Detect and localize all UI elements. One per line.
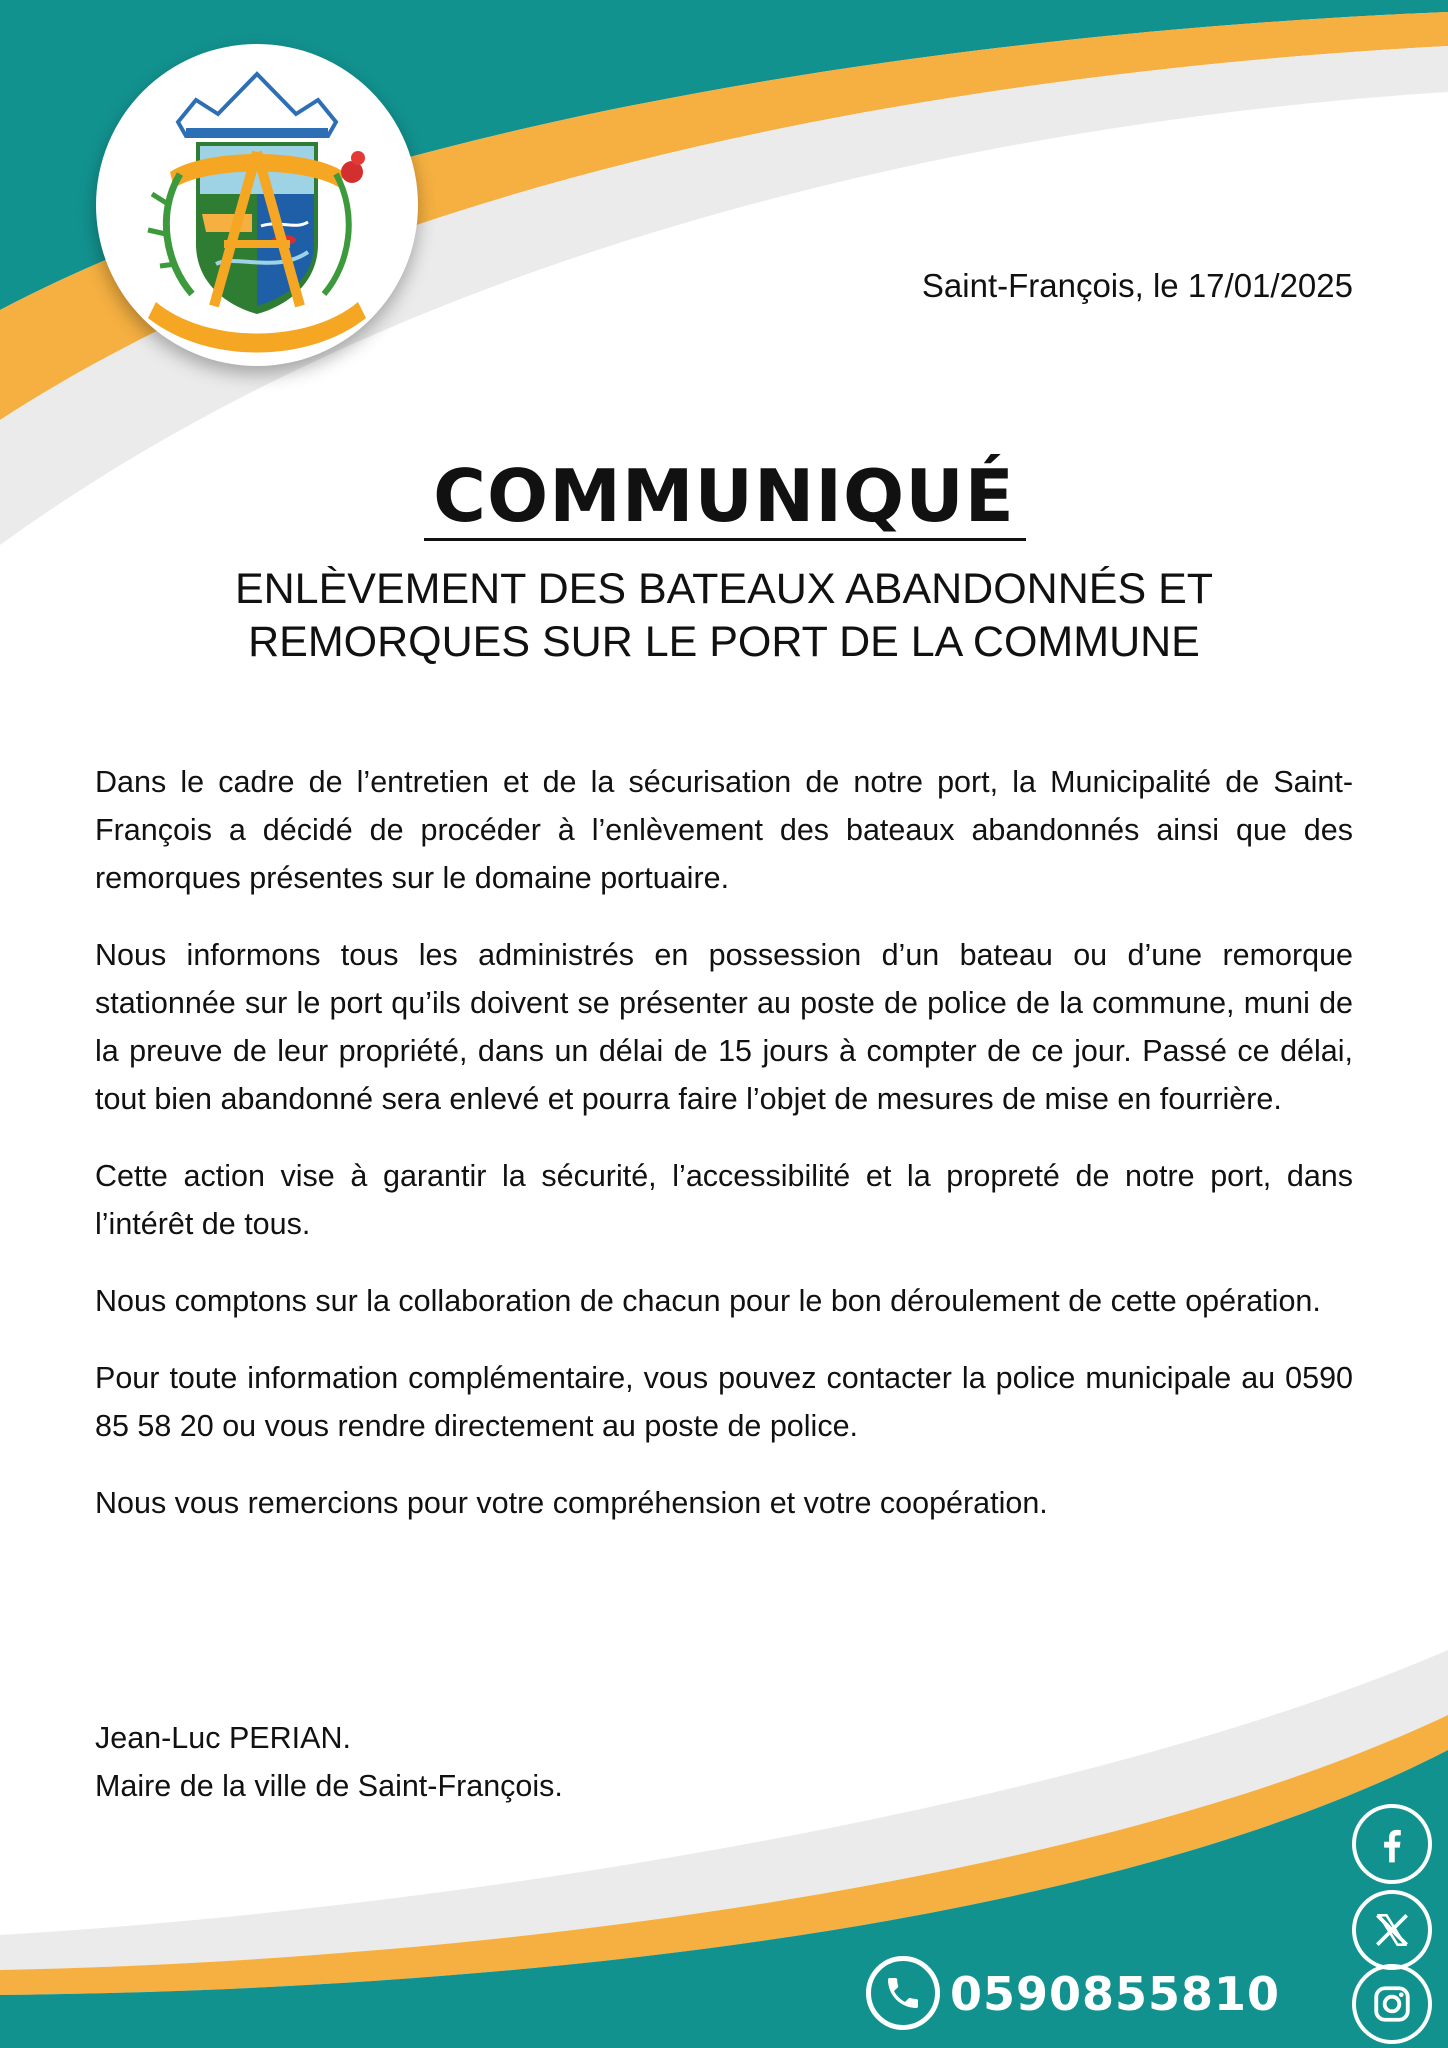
- facebook-icon[interactable]: [1352, 1804, 1432, 1884]
- municipal-coat-of-arms-logo: [96, 44, 418, 366]
- subtitle-line-2: REMORQUES SUR LE PORT DE LA COMMUNE: [248, 618, 1200, 666]
- instagram-icon[interactable]: [1352, 1964, 1432, 2044]
- document-date: Saint-François, le 17/01/2025: [921, 267, 1353, 304]
- body-paragraph: Cette action vise à garantir la sécurité, l’accessibilité et la propreté de notre port, dans l’intérêt de tous.: [95, 1159, 1353, 1241]
- signature-title: Maire de la ville de Saint-François.: [95, 1769, 563, 1803]
- document-body: [95, 758, 1353, 1556]
- signature-block: [95, 1714, 563, 1810]
- body-paragraph: Nous informons tous les administrés en possession d’un bateau ou d’une remorque stationnée sur le port qu’ils doivent se présenter au poste de police de la commune, muni de la preuve de leur propriété, dans un délai de 15 jours à compter de ce jour. Passé ce délai, tout bien abandonné sera enlevé et pourra faire l’objet de mesures de mise en fourrière.: [95, 938, 1353, 1116]
- x-icon[interactable]: [1352, 1890, 1432, 1970]
- body-paragraph: Nous comptons sur la collaboration de chacun pour le bon déroulement de cette opération.: [95, 1284, 1321, 1318]
- body-paragraph: Dans le cadre de l’entretien et de la sécurisation de notre port, la Municipalité de Saint-François a décidé de procéder à l’enlèvement des bateaux abandonnés ainsi que des remorques présentes sur le domaine portuaire.: [95, 765, 1353, 895]
- title-underline: [424, 538, 1026, 541]
- body-paragraph: Nous vous remercions pour votre compréhension et votre coopération.: [95, 1486, 1048, 1520]
- phone-icon: [866, 1956, 940, 2030]
- subtitle-line-1: ENLÈVEMENT DES BATEAUX ABANDONNÉS ET: [234, 565, 1214, 613]
- document-subtitle: [0, 563, 1448, 669]
- page-title: COMMUNIQUÉ: [433, 454, 1015, 538]
- coat-of-arms-icon: [96, 44, 418, 366]
- footer-phone-number[interactable]: 0590855810: [950, 1967, 1281, 2021]
- signature-name: Jean-Luc PERIAN.: [95, 1721, 351, 1755]
- body-paragraph: Pour toute information complémentaire, vous pouvez contacter la police municipale au 0590 85 58 20 ou vous rendre directement au poste de police.: [95, 1361, 1353, 1443]
